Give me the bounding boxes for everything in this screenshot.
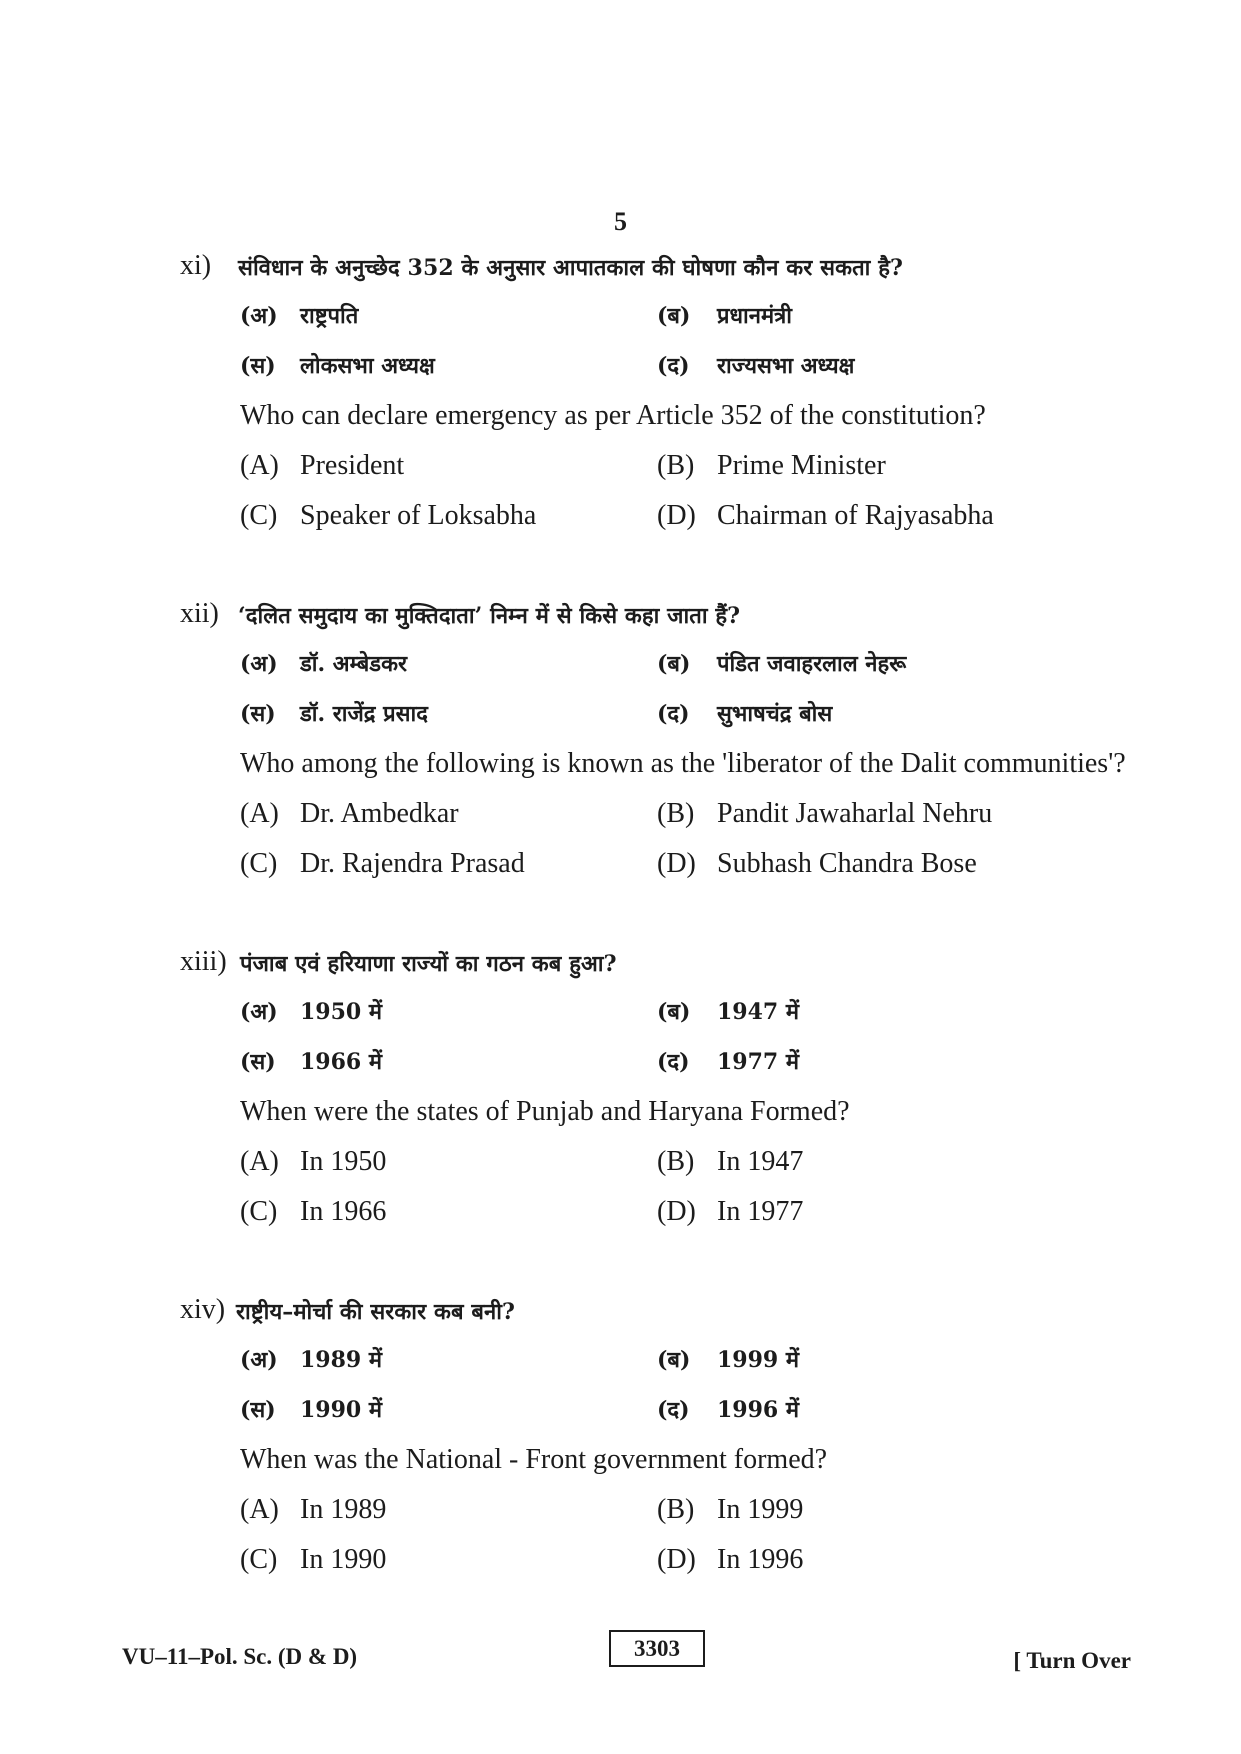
hindi-option-a: (अ) 1950 में [240,999,383,1025]
paper-number-box: 3303 [609,1630,705,1667]
question-text-hindi: ‘दलित समुदाय का मुक्तिदाता’ निम्न में से किसे कहा जाता हैं? [238,603,741,629]
english-option-a: (A) Dr. Ambedkar [240,798,459,829]
english-option-b: (B) In 1999 [657,1494,804,1525]
hindi-option-a: (अ) राष्ट्रपति [240,303,359,329]
question-number: xiv) [180,1294,226,1325]
hindi-option-c: (स) डॉ. राजेंद्र प्रसाद [240,701,428,727]
hindi-option-c: (स) 1990 में [240,1397,383,1423]
hindi-option-c: (स) लोकसभा अध्यक्ष [240,353,435,379]
english-option-b: (B) Pandit Jawaharlal Nehru [657,798,993,829]
english-option-d: (D) In 1977 [657,1196,804,1227]
question-number: xii) [180,598,219,629]
hindi-option-d: (द) सुभाषचंद्र बोस [657,701,833,727]
hindi-option-b: (ब) प्रधानमंत्री [657,303,792,329]
question-number: xi) [180,250,212,281]
hindi-option-b: (ब) 1947 में [657,999,800,1025]
turn-over-label: [ Turn Over [1013,1648,1131,1673]
english-option-a: (A) In 1950 [240,1146,387,1177]
english-option-d: (D) Chairman of Rajyasabha [657,500,994,531]
question-text-english: When were the states of Punjab and Haryana Formed? [240,1096,850,1127]
hindi-option-d: (द) 1996 में [657,1397,800,1423]
paper-code-label: VU–11–Pol. Sc. (D & D) [122,1644,358,1669]
english-option-d: (D) In 1996 [657,1544,804,1575]
english-option-c: (C) In 1990 [240,1544,387,1575]
hindi-option-a: (अ) 1989 में [240,1347,383,1373]
question-text-english: Who among the following is known as the 'liberator of the Dalit communities'? [240,748,1126,779]
english-option-c: (C) In 1966 [240,1196,387,1227]
hindi-option-d: (द) राज्यसभा अध्यक्ष [657,353,855,379]
english-option-d: (D) Subhash Chandra Bose [657,848,977,879]
question-text-hindi: राष्ट्रीय–मोर्चा की सरकार कब बनी? [236,1299,516,1325]
question-text-english: Who can declare emergency as per Article 352 of the constitution? [240,400,986,431]
question-12 [180,598,1180,898]
question-number: xiii) [180,946,227,977]
english-option-c: (C) Speaker of Loksabha [240,500,537,531]
english-option-b: (B) In 1947 [657,1146,804,1177]
hindi-option-b: (ब) पंडित जवाहरलाल नेहरू [657,651,907,677]
question-text-hindi: संविधान के अनुच्छेद 352 के अनुसार आपातकाल की घोषणा कौन कर सकता है? [238,255,903,281]
question-13 [180,946,1180,1246]
hindi-option-a: (अ) डॉ. अम्बेडकर [240,651,407,677]
english-option-b: (B) Prime Minister [657,450,886,481]
hindi-option-b: (ब) 1999 में [657,1347,800,1373]
english-option-c: (C) Dr. Rajendra Prasad [240,848,525,879]
question-text-hindi: पंजाब एवं हरियाणा राज्यों का गठन कब हुआ? [240,951,617,977]
question-11 [180,250,1180,550]
question-text-english: When was the National - Front government formed? [240,1444,828,1475]
question-14 [180,1294,1180,1594]
english-option-a: (A) President [240,450,405,481]
hindi-option-c: (स) 1966 में [240,1049,383,1075]
page-number: 5 [614,207,627,236]
english-option-a: (A) In 1989 [240,1494,387,1525]
hindi-option-d: (द) 1977 में [657,1049,800,1075]
